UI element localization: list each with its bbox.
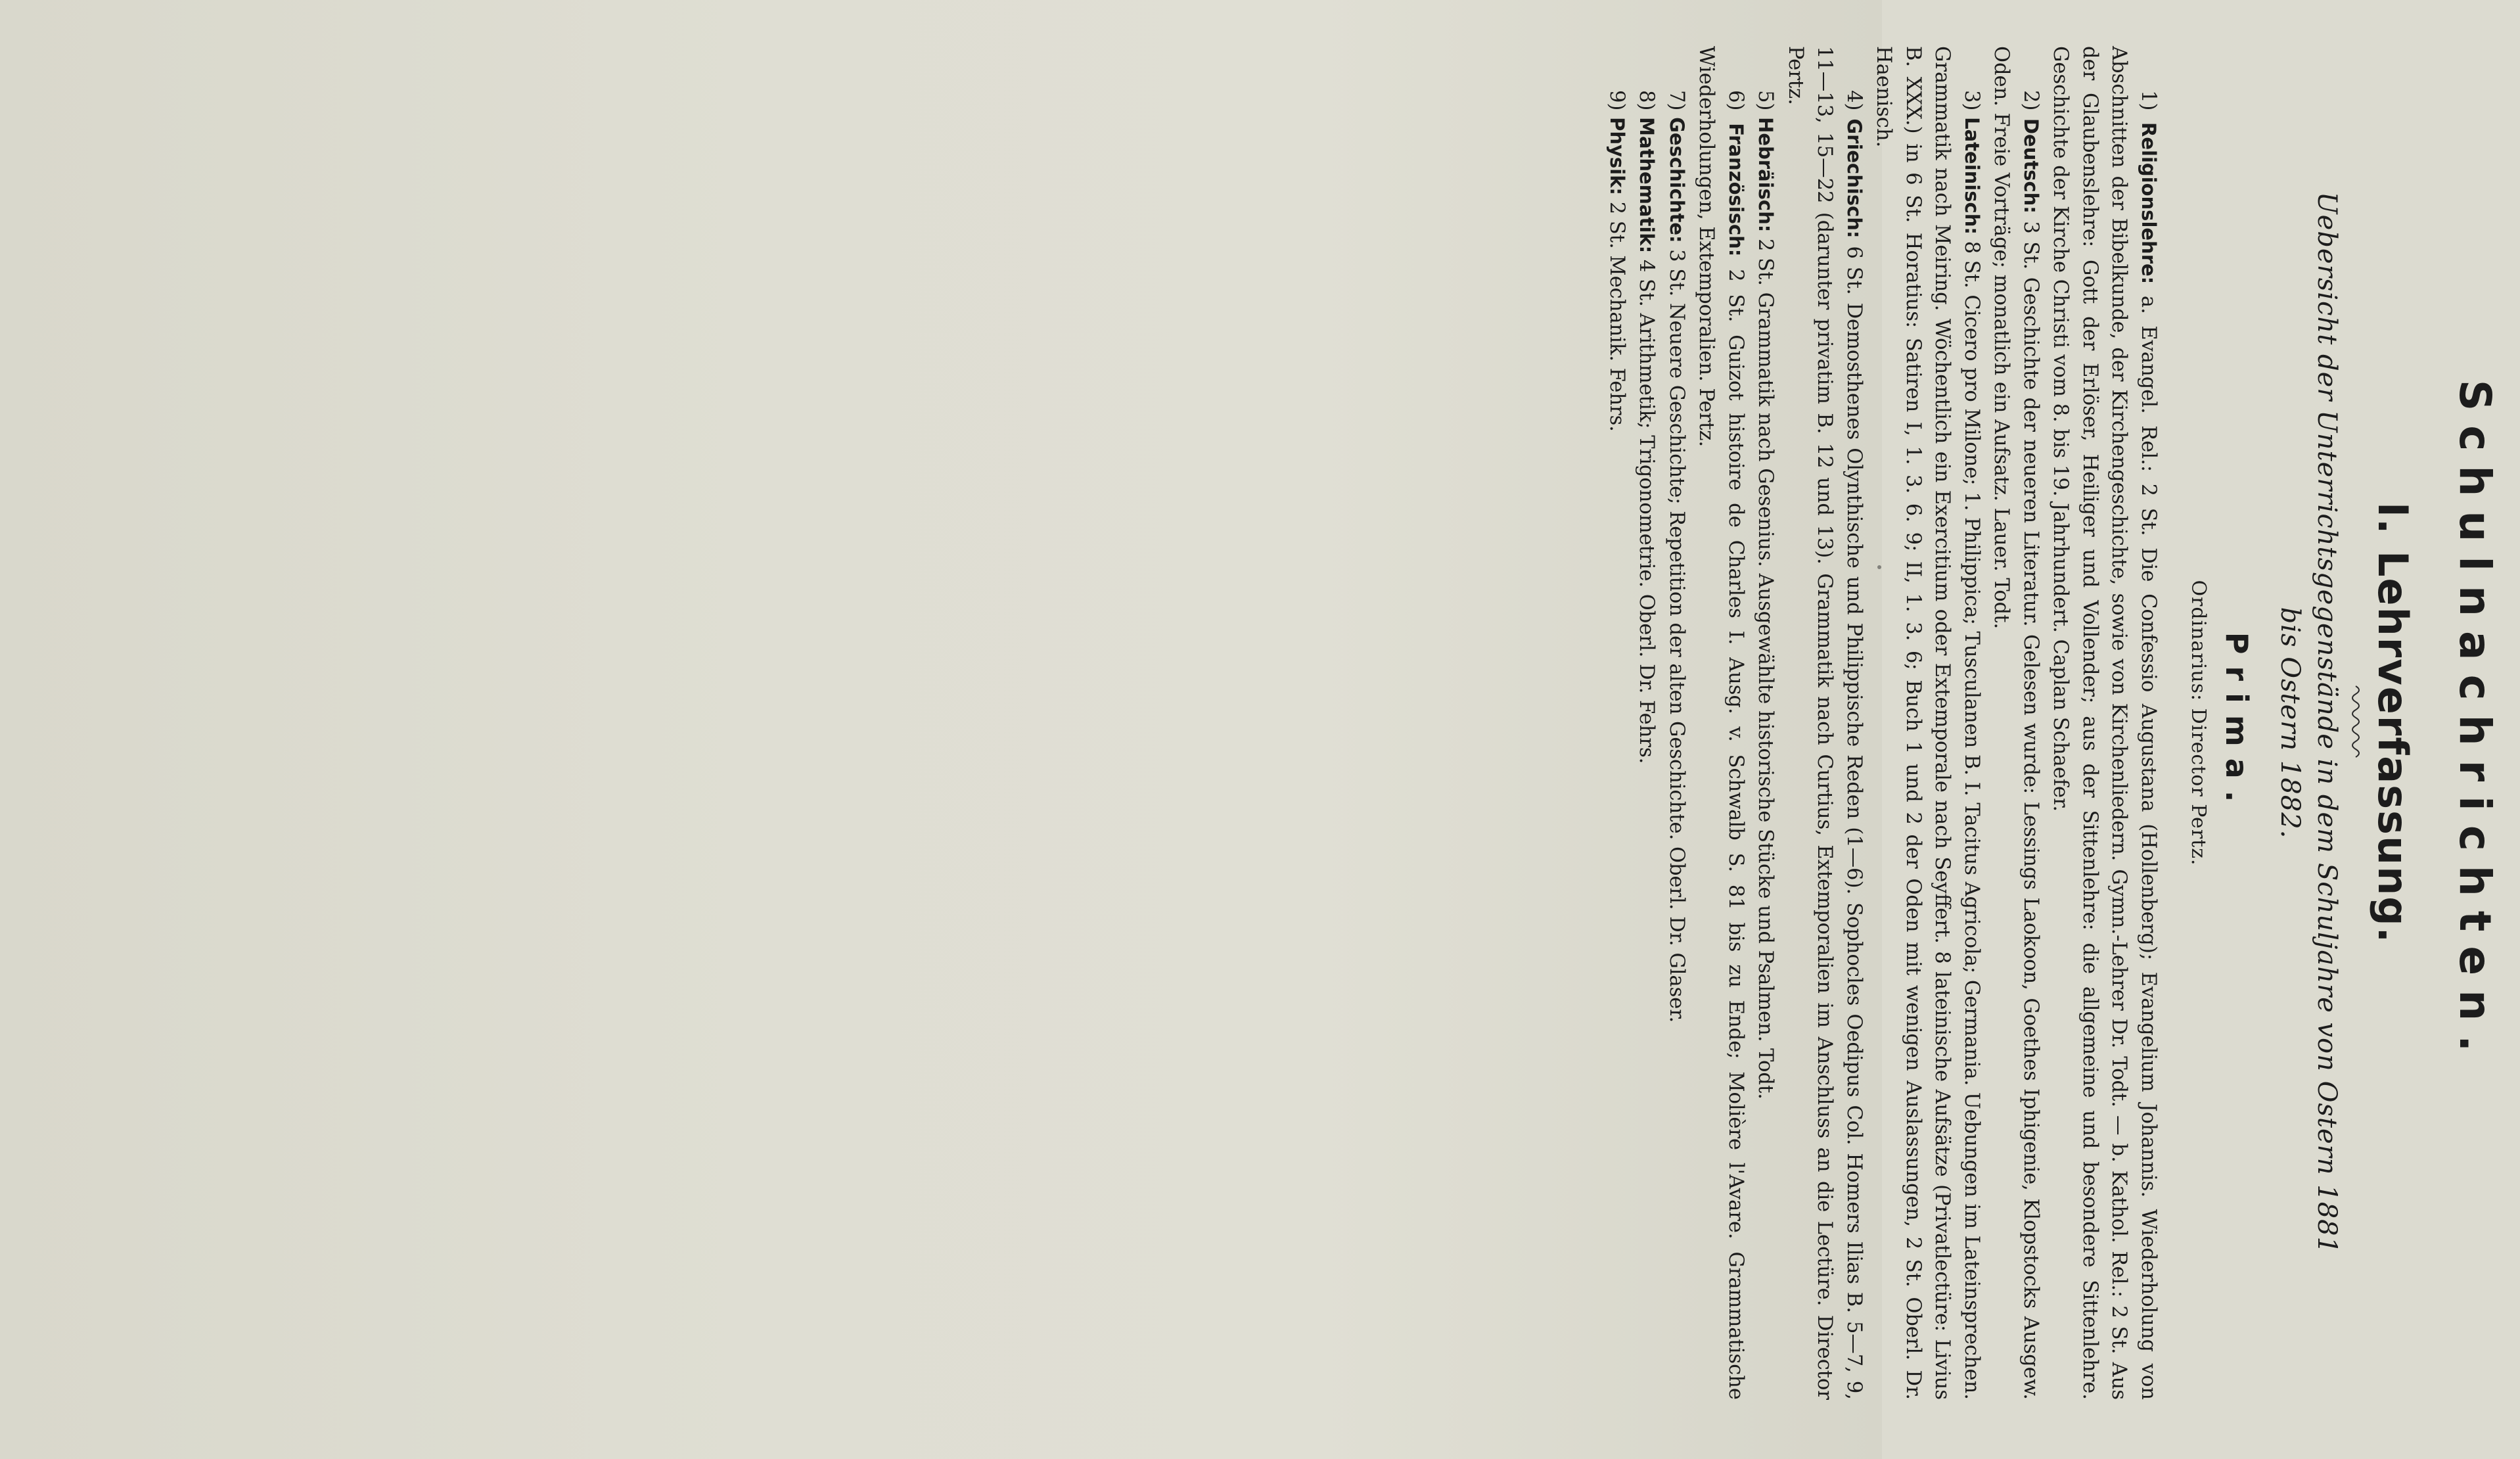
subject-item — [1602, 46, 1632, 1400]
item-number: 7) — [1665, 90, 1688, 111]
item-number: 8) — [1635, 90, 1659, 111]
subject-item — [2046, 46, 2163, 1400]
subject-text: 2 St. Mechanik. Fehrs. — [1605, 201, 1628, 432]
subject-item — [1662, 46, 1692, 1400]
item-number: 6) — [1724, 90, 1747, 111]
subtitle-line-2: bis Ostern 1882. — [2275, 607, 2305, 839]
subject-label: Lateinisch: — [1961, 117, 1983, 235]
subject-label: Geschichte: — [1666, 117, 1688, 243]
subject-label: Griechisch: — [1843, 118, 1866, 239]
subject-text: 8 St. Cicero pro Milone; 1. Philippica; Tusculanen B. I. Tacitus Agricola; Germania. Uebungen im Lateinsprechen. Grammatik nach Meiring. Wöchentlich ein Exercitium oder Extemporale nach Seyffert. 8 lateinische Aufsätze (Privatlectüre: Livius B. XXX.) in 6 St. Horatius: Satiren I, 1. 3. 6. 9; II, 1. 3. 6; Buch 1 und 2 der Oden mit wenigen Auslassungen, 2 St. Oberl. Dr. Haenisch. — [1872, 46, 1983, 1400]
subject-item — [1986, 46, 2046, 1400]
item-number: 3) — [1960, 90, 1983, 111]
page-title: Schulnachrichten. — [2450, 379, 2500, 1067]
subject-item — [1691, 46, 1751, 1400]
subject-item — [1751, 46, 1781, 1400]
subject-text: 2 St. Grammatik nach Gesenius. Ausgewählte historische Stücke und Psalmen. Todt. — [1754, 239, 1777, 1100]
ordinarius-line: Ordinarius: Director Pertz. — [2187, 580, 2210, 866]
class-title: Prima. — [2219, 632, 2255, 814]
subject-label: Mathematik: — [1636, 117, 1659, 254]
subject-text: 3 St. Neuere Geschichte; Repetition der alten Geschichte. Oberl. Dr. Glaser. — [1665, 249, 1688, 1023]
subject-text: 6 St. Demosthenes Olynthische und Philippische Reden (1—6). Sophocles Oedipus Col. Homers Ilias B. 5—7, 9, 11—13, 15—22 (darunter privatim B. 12 und 13). Grammatik nach Curtius, Extemporalien im Anschluss an die Lectüre. Director Pertz. — [1784, 46, 1866, 1400]
item-number: 4) — [1843, 90, 1866, 111]
subject-item — [1632, 46, 1662, 1400]
item-number: 2) — [2019, 90, 2042, 111]
item-number: 9) — [1605, 90, 1628, 111]
rotated-text-block — [1304, 39, 2520, 1406]
subject-label: Deutsch: — [2020, 118, 2042, 214]
decorative-squiggle — [2349, 39, 2365, 1406]
subject-item — [1869, 46, 1986, 1400]
subject-label: Hebräisch: — [1754, 117, 1777, 233]
section-title: I. Lehrverfassung. — [2369, 501, 2417, 944]
subject-text: 4 St. Arithmetik; Trigonometrie. Oberl. Dr. Fehrs. — [1635, 259, 1659, 764]
subject-label: Französisch: — [1725, 123, 1747, 257]
subject-label: Religionslehre: — [2138, 122, 2160, 285]
subject-label: Physik: — [1606, 117, 1628, 195]
subject-text: 2 St. Guizot histoire de Charles I. Ausg. v. Schwalb S. 81 bis zu Ende; Molière l'Avare. Grammatische Wiederholungen, Extemporalien. Pertz. — [1695, 46, 1747, 1400]
subject-text: 3 St. Geschichte der neueren Literatur. Gelesen wurde: Lessings Laokoon, Goethes Iphigenie, Klopstocks Ausgew. Oden. Freie Vorträge; monatlich ein Aufsatz. Lauer. Todt. — [1990, 46, 2042, 1401]
subtitle — [2272, 39, 2345, 1406]
ink-spot — [1877, 565, 1881, 569]
item-number: 5) — [1754, 90, 1777, 111]
subtitle-line-1: Uebersicht der Unterrichtsgegenstände in dem Schuljahre von Ostern 1881 — [2312, 191, 2342, 1255]
subject-text: a. Evangel. Rel.: 2 St. Die Confessio Augustana (Hollenberg); Evangelium Johannis. Wiederholung von Abschnitten der Bibelkunde, der Kirchengeschichte, sowie von Kirchenliedern. Gymn.-Lehrer Dr. Todt. — b. Kathol. Rel.: 2 St. Aus der Glaubenslehre: Gott der Erlöser, Heiliger und Vollender; aus der Sittenlehre: die allgemeine und besondere Sittenlehre. Geschichte der Kirche Christi vom 8. bis 19. Jahrhundert. Caplan Schaefer. — [2049, 46, 2160, 1400]
subject-list — [1602, 39, 2164, 1406]
item-number: 1) — [2137, 90, 2160, 111]
subject-item — [1781, 46, 1869, 1400]
page-content — [1602, 39, 2520, 1406]
